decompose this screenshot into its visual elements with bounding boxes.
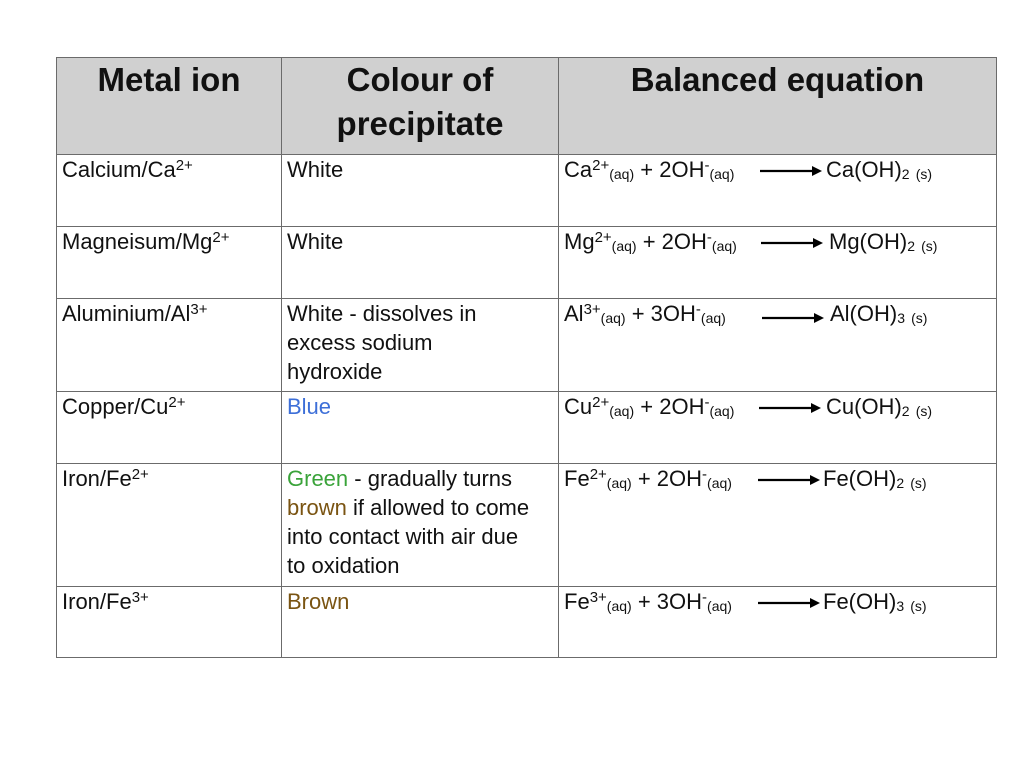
ion-charge: 2+ xyxy=(168,394,186,411)
hydroxide-charge: - xyxy=(704,157,710,174)
hydroxide-charge: - xyxy=(704,394,710,411)
colour-cell xyxy=(282,464,559,587)
equation-product xyxy=(829,227,937,259)
colour-cell xyxy=(282,227,559,299)
ion-name: Iron/Fe xyxy=(62,589,132,614)
plus-sign: + xyxy=(634,157,660,182)
colour-text-line3: hydroxide xyxy=(287,359,383,384)
equation-lhs xyxy=(564,587,732,619)
hydroxide: 2OH xyxy=(661,229,707,254)
reactant-charge: 2+ xyxy=(592,157,610,174)
product-subscript: 3 xyxy=(897,310,906,326)
equation-cell xyxy=(559,227,997,299)
reactant-charge: 2+ xyxy=(594,229,612,246)
equation-product xyxy=(826,392,932,424)
header-colour-line1: Colour of xyxy=(346,61,494,98)
colour-text-rest1: - gradually turns xyxy=(348,466,513,491)
equation-lhs xyxy=(564,155,734,187)
metal-ion-cell xyxy=(57,227,282,299)
ion-name: Calcium/Ca xyxy=(62,157,176,182)
reactant-ion: Mg xyxy=(564,229,595,254)
metal-ion-table xyxy=(56,57,997,658)
product-state: (s) xyxy=(910,598,927,614)
reaction-arrow-icon xyxy=(761,237,823,249)
hydroxide-state: (aq) xyxy=(709,166,735,182)
reaction-arrow-icon xyxy=(760,165,822,177)
ion-name: Magneisum/Mg xyxy=(62,229,213,254)
reactant-state: (aq) xyxy=(609,166,635,182)
equation-cell xyxy=(559,299,997,392)
ion-name: Iron/Fe xyxy=(62,466,132,491)
header-row xyxy=(57,58,997,155)
product-state: (s) xyxy=(915,166,933,182)
ion-charge: 3+ xyxy=(131,589,149,606)
table-row xyxy=(57,299,997,392)
colour-cell xyxy=(282,392,559,464)
metal-ion-cell xyxy=(57,587,282,658)
header-colour-line2: precipitate xyxy=(336,105,504,142)
hydroxide-charge: - xyxy=(702,589,708,606)
hydroxide: 2OH xyxy=(659,394,705,419)
product-subscript: 2 xyxy=(907,238,916,254)
colour-text: White xyxy=(287,157,344,182)
equation-cell xyxy=(559,587,997,658)
reactant-state: (aq) xyxy=(611,238,637,254)
ion-charge: 3+ xyxy=(190,301,208,318)
equation-cell xyxy=(559,392,997,464)
metal-ion-cell xyxy=(57,155,282,227)
reactant-charge: 3+ xyxy=(589,589,607,606)
equation-cell xyxy=(559,155,997,227)
colour-text-line4: to oxidation xyxy=(287,553,400,578)
header-metal-ion: Metal ion xyxy=(57,58,282,155)
table-row xyxy=(57,155,997,227)
colour-word-brown: brown xyxy=(287,495,347,520)
colour-cell xyxy=(282,299,559,392)
table-row xyxy=(57,227,997,299)
colour-word-green: Green xyxy=(287,466,349,491)
hydroxide-state: (aq) xyxy=(700,310,726,326)
plus-sign: + xyxy=(631,589,657,614)
equation-lhs xyxy=(564,392,734,424)
hydroxide: 3OH xyxy=(650,301,696,326)
colour-text-line2: excess sodium xyxy=(287,330,433,355)
reactant-charge: 2+ xyxy=(592,394,610,411)
product-state: (s) xyxy=(921,238,938,254)
hydroxide-state: (aq) xyxy=(709,403,735,419)
ion-name: Copper/Cu xyxy=(62,394,169,419)
reactant-ion: Al xyxy=(564,301,584,326)
ion-charge: 2+ xyxy=(212,229,230,246)
table-row xyxy=(57,392,997,464)
hydroxide-charge: - xyxy=(706,229,712,246)
hydroxide-charge: - xyxy=(702,466,708,483)
hydroxide-state: (aq) xyxy=(707,598,732,614)
reactant-ion: Fe xyxy=(564,589,590,614)
reactant-ion: Ca xyxy=(564,157,593,182)
hydroxide-state: (aq) xyxy=(707,475,732,491)
product-subscript: 3 xyxy=(896,598,905,614)
hydroxide: 2OH xyxy=(656,466,703,491)
reactant-ion: Fe xyxy=(564,466,590,491)
colour-text: Blue xyxy=(287,394,332,419)
colour-text: Brown xyxy=(287,589,350,614)
equation-product xyxy=(830,299,927,331)
product-formula: Al(OH) xyxy=(830,301,898,326)
colour-cell xyxy=(282,155,559,227)
plus-sign: + xyxy=(625,301,651,326)
equation-cell xyxy=(559,464,997,587)
table-row xyxy=(57,464,997,587)
metal-ion-cell xyxy=(57,464,282,587)
product-formula: Fe(OH) xyxy=(823,589,897,614)
hydroxide: 3OH xyxy=(656,589,703,614)
header-balanced-equation: Balanced equation xyxy=(559,58,997,155)
equation-product xyxy=(826,155,932,187)
product-formula: Cu(OH) xyxy=(826,394,902,419)
header-colour-of-precipitate xyxy=(282,58,559,155)
reactant-state: (aq) xyxy=(606,598,632,614)
reactant-state: (aq) xyxy=(606,475,632,491)
reactant-state: (aq) xyxy=(600,310,626,326)
ion-charge: 2+ xyxy=(175,157,193,174)
reaction-arrow-icon xyxy=(758,597,820,609)
equation-lhs xyxy=(564,227,737,259)
equation-product xyxy=(823,464,927,496)
product-formula: Fe(OH) xyxy=(823,466,897,491)
colour-text-rest2: if allowed to come xyxy=(346,495,530,520)
ion-name: Aluminium/Al xyxy=(62,301,191,326)
reactant-charge: 2+ xyxy=(589,466,607,483)
hydroxide: 2OH xyxy=(659,157,705,182)
colour-text: White xyxy=(287,229,344,254)
plus-sign: + xyxy=(631,466,657,491)
product-state: (s) xyxy=(911,310,928,326)
product-subscript: 2 xyxy=(901,166,910,182)
reaction-arrow-icon xyxy=(759,402,821,414)
product-formula: Mg(OH) xyxy=(829,229,908,254)
reactant-state: (aq) xyxy=(609,403,635,419)
metal-ion-cell xyxy=(57,299,282,392)
plus-sign: + xyxy=(636,229,662,254)
equation-lhs xyxy=(564,464,732,496)
product-formula: Ca(OH) xyxy=(826,157,902,182)
hydroxide-charge: - xyxy=(695,301,701,318)
plus-sign: + xyxy=(634,394,660,419)
product-state: (s) xyxy=(910,475,927,491)
equation-product xyxy=(823,587,927,619)
hydroxide-state: (aq) xyxy=(711,238,737,254)
colour-text-line3: into contact with air due xyxy=(287,524,519,549)
product-state: (s) xyxy=(915,403,933,419)
equation-lhs xyxy=(564,299,726,331)
ion-charge: 2+ xyxy=(131,466,149,483)
table-row xyxy=(57,587,997,658)
product-subscript: 2 xyxy=(901,403,910,419)
product-subscript: 2 xyxy=(896,475,905,491)
colour-text-line1: White - dissolves in xyxy=(287,301,477,326)
metal-ion-cell xyxy=(57,392,282,464)
reaction-arrow-icon xyxy=(762,312,824,324)
reactant-ion: Cu xyxy=(564,394,593,419)
reaction-arrow-icon xyxy=(758,474,820,486)
colour-cell xyxy=(282,587,559,658)
reactant-charge: 3+ xyxy=(583,301,601,318)
